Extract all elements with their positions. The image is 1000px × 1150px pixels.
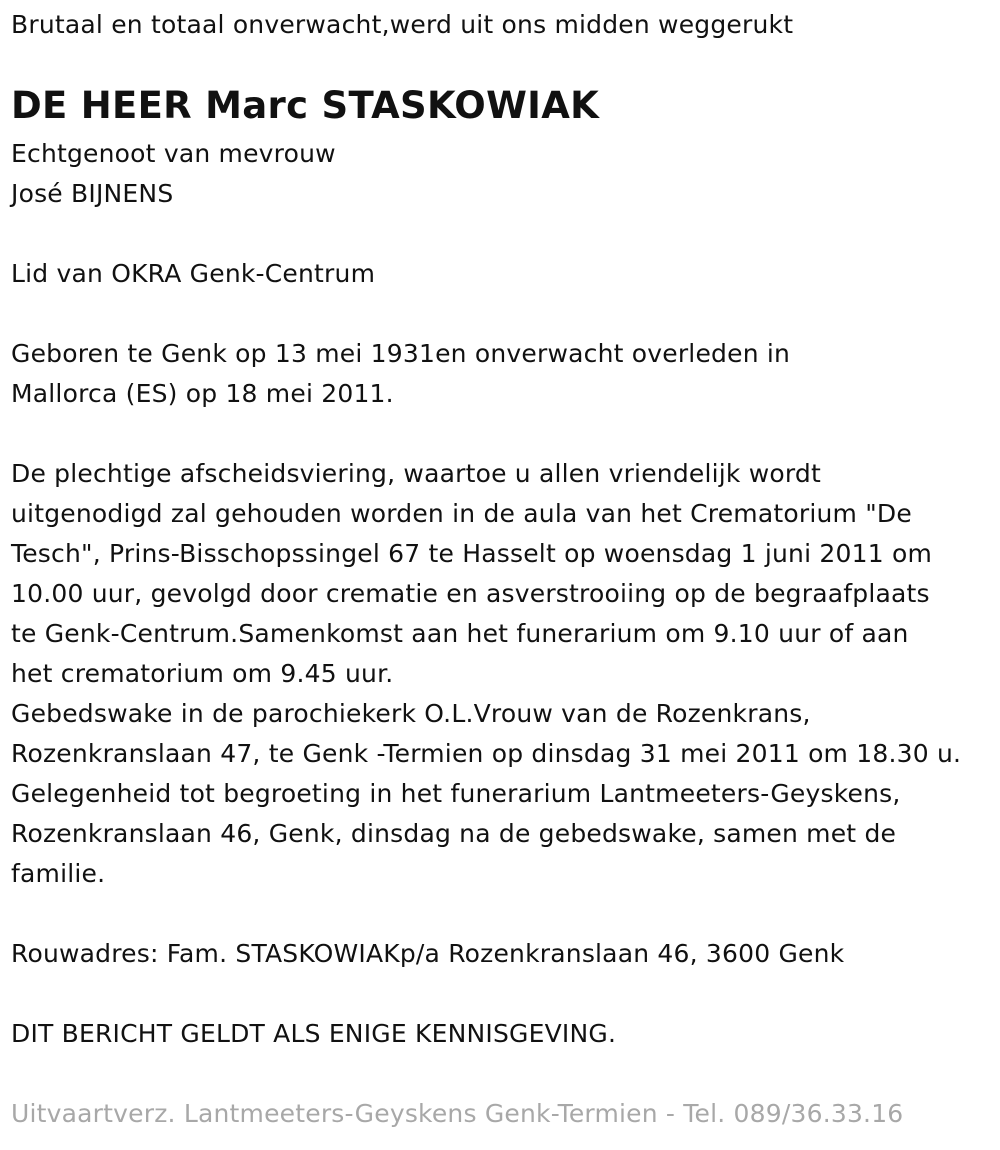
mourning-address: Rouwadres: Fam. STASKOWIAKp/a Rozenkranslaan 46, 3600 Genk (11, 939, 845, 968)
spouse-block (11, 134, 336, 214)
spouse-line: Echtgenoot van mevrouw (11, 139, 336, 168)
birth-death-block (11, 334, 790, 414)
ceremony-block (11, 454, 961, 894)
notice-text: DIT BERICHT GELDT ALS ENIGE KENNISGEVING. (11, 1019, 617, 1048)
vigil-line: Gebedswake in de parochiekerk O.L.Vrouw van de Rozenkrans, (11, 699, 811, 728)
ceremony-line: Tesch", Prins-Bisschopssingel 67 te Hasselt op woensdag 1 juni 2011 om (11, 539, 932, 568)
deceased-name: DE HEER Marc STASKOWIAK (11, 84, 600, 127)
ceremony-line: het crematorium om 9.45 uur. (11, 659, 394, 688)
spouse-name: José BIJNENS (11, 179, 174, 208)
ceremony-line: te Genk-Centrum.Samenkomst aan het funerarium om 9.10 uur of aan (11, 619, 909, 648)
visitation-line: Rozenkranslaan 46, Genk, dinsdag na de gebedswake, samen met de (11, 819, 897, 848)
birth-death-line: Geboren te Genk op 13 mei 1931en onverwacht overleden in (11, 339, 791, 368)
membership-text: Lid van OKRA Genk-Centrum (11, 259, 376, 288)
ceremony-line: uitgenodigd zal gehouden worden in de aula van het Crematorium "De (11, 499, 912, 528)
ceremony-line: 10.00 uur, gevolgd door crematie en asverstrooiing op de begraafplaats (11, 579, 930, 608)
intro-text: Brutaal en totaal onverwacht,werd uit ons midden weggerukt (11, 10, 794, 39)
visitation-line: familie. (11, 859, 106, 888)
membership-block (11, 254, 375, 294)
funeral-home-footer: Uitvaartverz. Lantmeeters-Geyskens Genk-Termien - Tel. 089/36.33.16 (11, 1099, 904, 1128)
mourning-address-block (11, 934, 844, 974)
ceremony-line: De plechtige afscheidsviering, waartoe u allen vriendelijk wordt (11, 459, 821, 488)
vigil-line: Rozenkranslaan 47, te Genk -Termien op dinsdag 31 mei 2011 om 18.30 u. (11, 739, 962, 768)
notice-block (11, 1014, 616, 1054)
birth-death-line: Mallorca (ES) op 18 mei 2011. (11, 379, 394, 408)
visitation-line: Gelegenheid tot begroeting in het funerarium Lantmeeters-Geyskens, (11, 779, 901, 808)
